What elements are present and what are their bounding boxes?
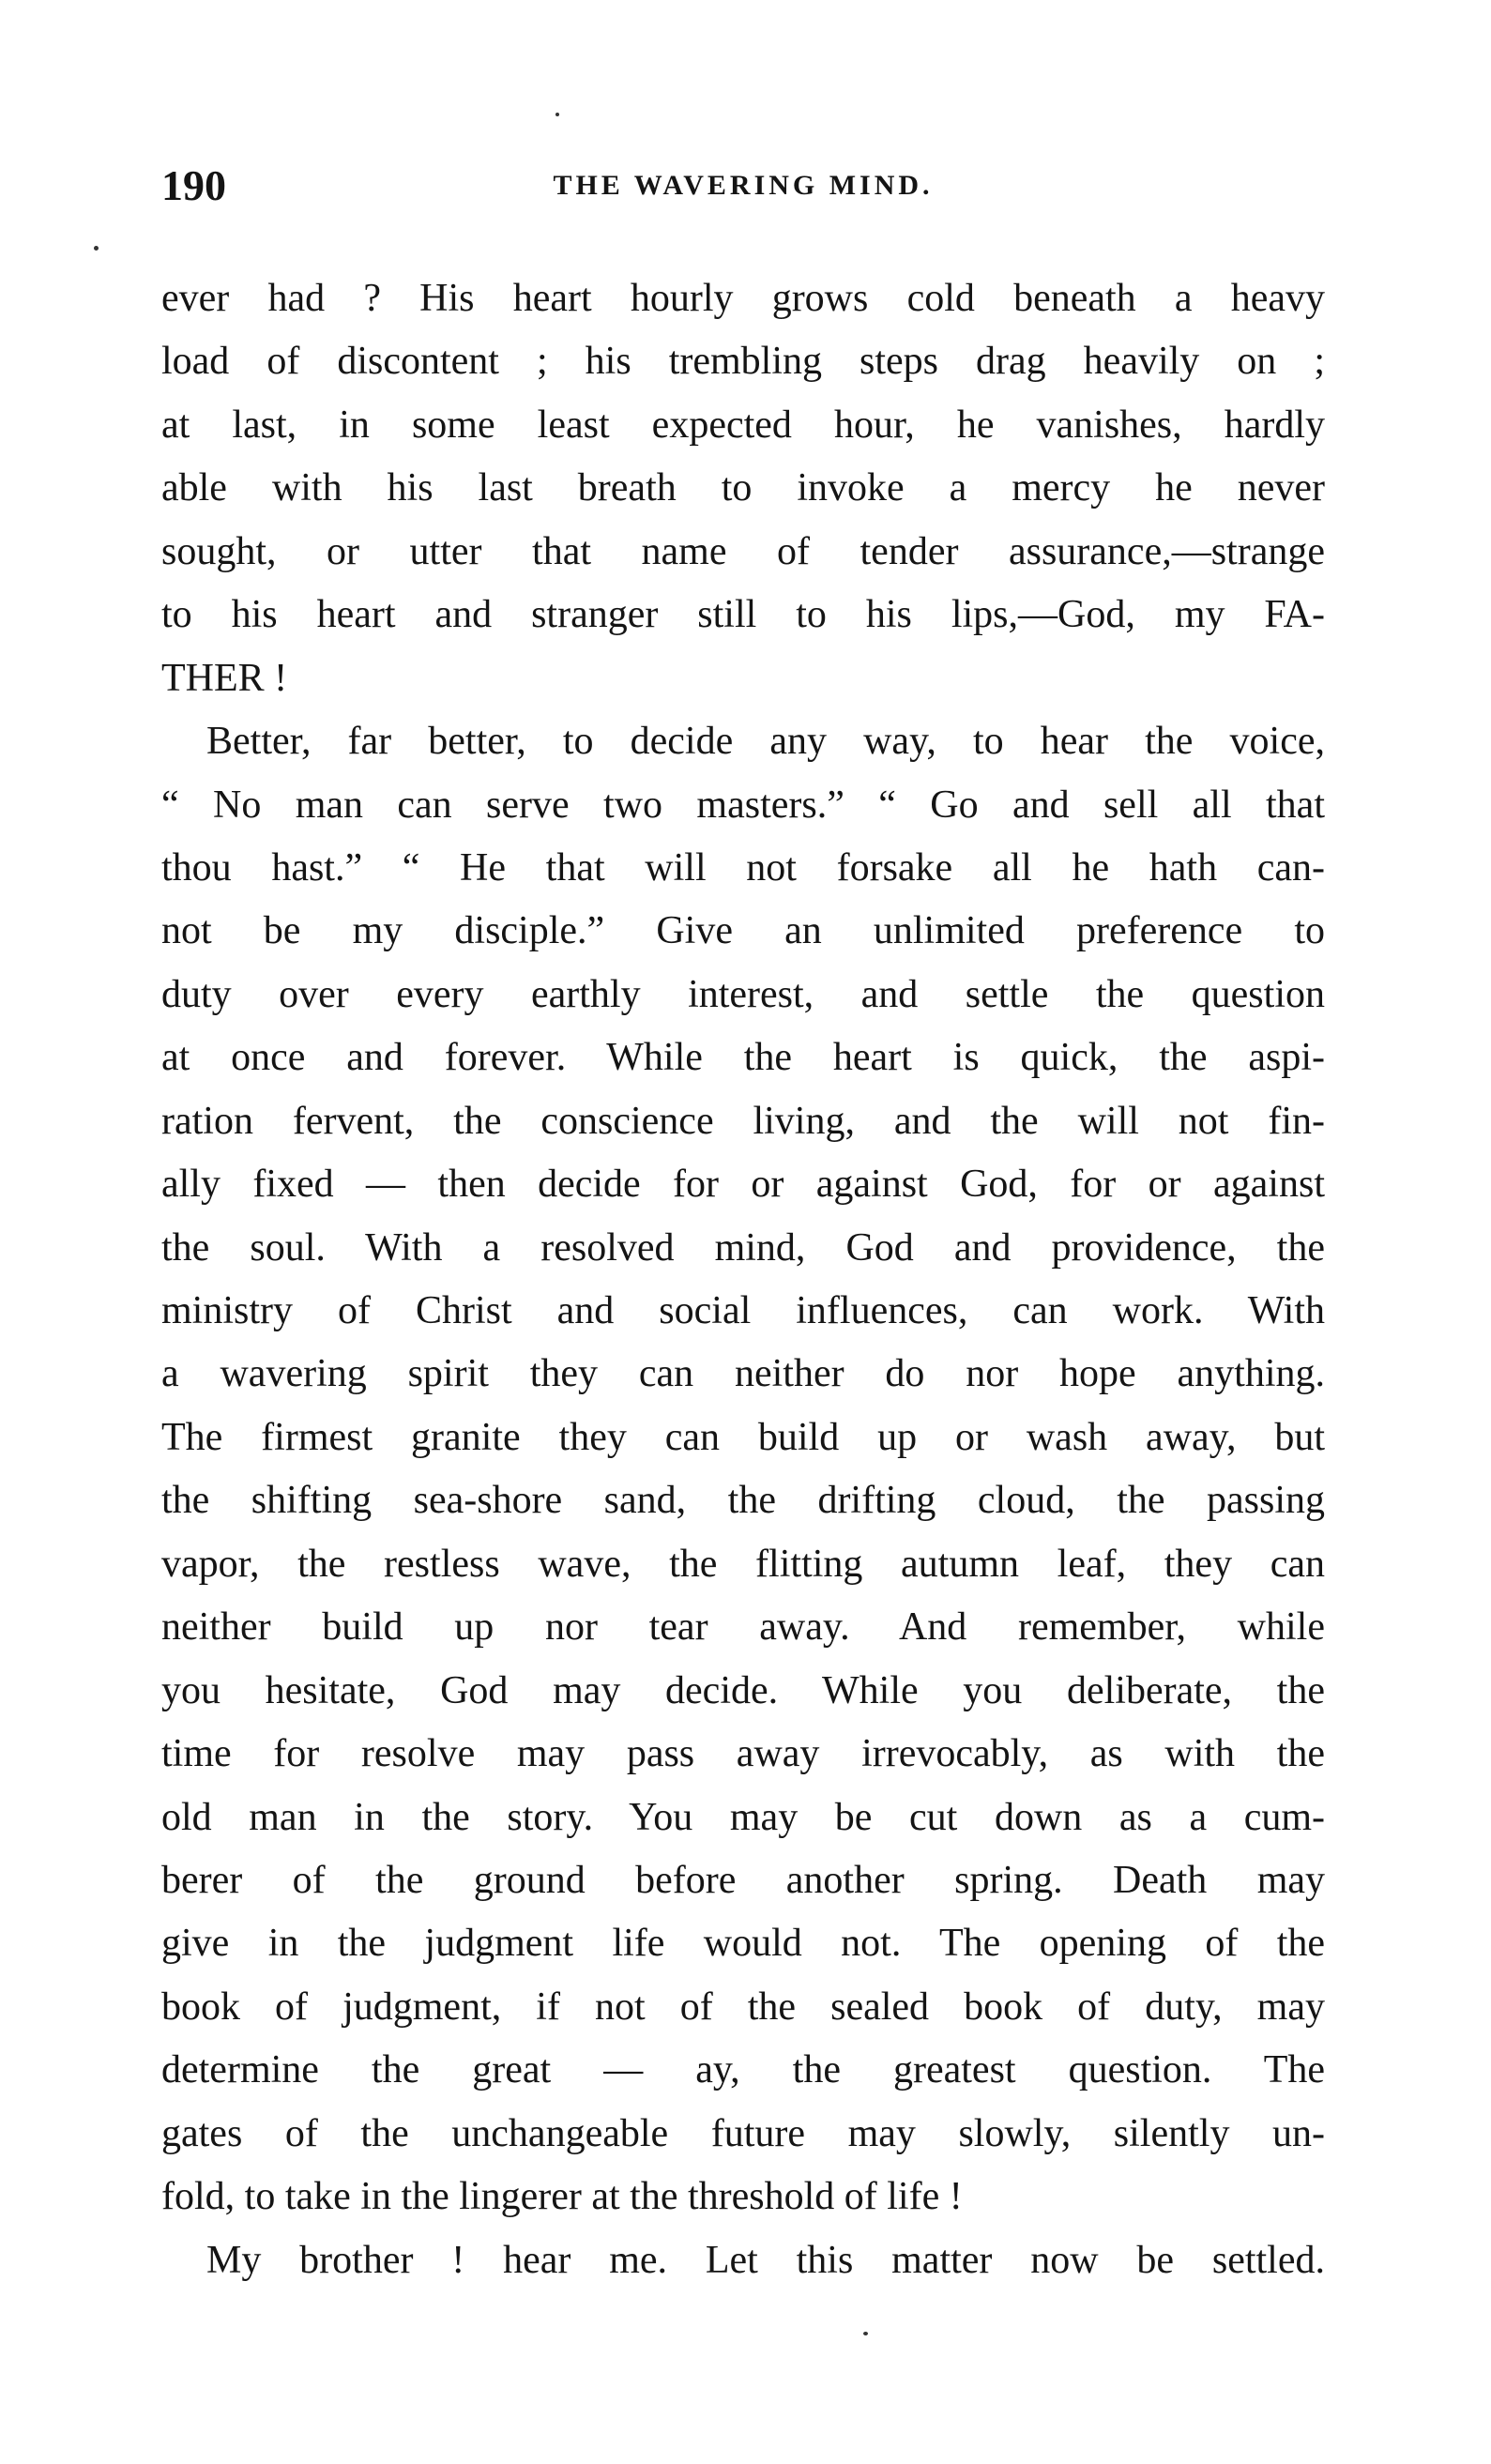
text-line: My brother ! hear me. Let this matter now be settled.: [206, 2238, 1325, 2282]
text-line: old man in the story. You may be cut down as a cum-: [161, 1795, 1325, 1839]
text-line: thou hast.” “ He that will not forsake all he hath can-: [161, 845, 1325, 890]
text-line: time for resolve may pass away irrevocably, as with the: [161, 1732, 1325, 1776]
text-line: the shifting sea-shore sand, the drifting cloud, the passing: [161, 1479, 1325, 1523]
text-line: THER !: [161, 656, 288, 700]
text-line: sought, or utter that name of tender assurance,—strange: [161, 529, 1325, 573]
text-line: gates of the unchangeable future may slowly, silently un-: [161, 2111, 1325, 2155]
text-line: not be my disciple.” Give an unlimited preference to: [161, 909, 1325, 953]
text-line: to his heart and stranger still to his lips,—God, my FA-: [161, 593, 1325, 637]
scan-speck: [555, 113, 559, 116]
text-line: duty over every earthly interest, and settle the question: [161, 972, 1325, 1016]
text-line: at once and forever. While the heart is quick, the aspi-: [161, 1036, 1325, 1080]
scan-speck: [94, 246, 99, 251]
text-line: able with his last breath to invoke a mercy he never: [161, 466, 1325, 510]
body-text: [161, 267, 1325, 2292]
text-line: ally fixed — then decide for or against God, for or against: [161, 1163, 1325, 1207]
text-line: vapor, the restless wave, the flitting autumn leaf, they can: [161, 1542, 1325, 1586]
text-line: The firmest granite they can build up or wash away, but: [161, 1415, 1325, 1459]
text-line: ration fervent, the conscience living, and the will not fin-: [161, 1099, 1325, 1143]
running-head: THE WAVERING MIND.: [553, 170, 934, 201]
text-line: ever had ? His heart hourly grows cold beneath a heavy: [161, 277, 1325, 320]
page-header: [161, 158, 1325, 214]
text-line: give in the judgment life would not. The opening of the: [161, 1922, 1325, 1966]
text-line: neither build up nor tear away. And remember, while: [161, 1605, 1325, 1650]
text-line: the soul. With a resolved mind, God and providence, the: [161, 1225, 1325, 1270]
text-line: fold, to take in the lingerer at the threshold of life !: [161, 2175, 963, 2219]
text-line: Better, far better, to decide any way, to hear the voice,: [206, 720, 1325, 764]
text-line: ministry of Christ and social influences, can work. With: [161, 1289, 1325, 1332]
text-line: load of discontent ; his trembling steps drag heavily on ;: [161, 340, 1325, 384]
text-line: book of judgment, if not of the sealed book of duty, may: [161, 1985, 1325, 2029]
text-line: “ No man can serve two masters.” “ Go and sell all that: [161, 783, 1325, 827]
text-line: at last, in some least expected hour, he vanishes, hardly: [161, 403, 1325, 447]
text-line: determine the great — ay, the greatest question. The: [161, 2048, 1325, 2092]
text-line: you hesitate, God may decide. While you deliberate, the: [161, 1668, 1325, 1712]
scan-speck: [863, 2332, 868, 2335]
text-line: a wavering spirit they can neither do nor hope anything.: [161, 1352, 1325, 1396]
page-number: 190: [161, 161, 226, 209]
text-line: berer of the ground before another spring. Death may: [161, 1858, 1325, 1902]
